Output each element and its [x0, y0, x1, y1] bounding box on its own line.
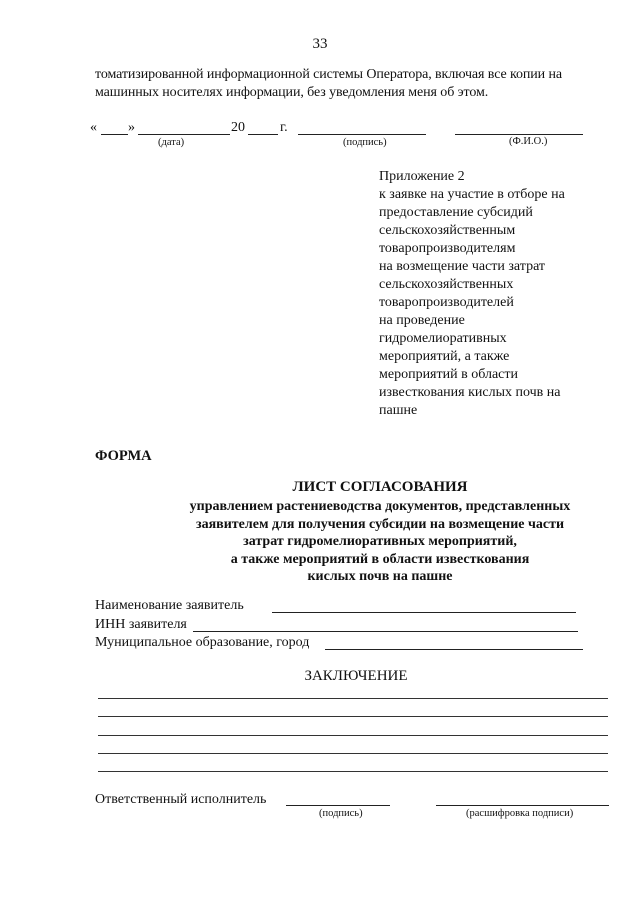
applicant-inn-blank [193, 631, 578, 632]
year-blank [248, 134, 278, 135]
document-title: ЛИСТ СОГЛАСОВАНИЯ [292, 479, 468, 495]
appendix-line: Приложение 2 [379, 169, 465, 184]
responsible-signature-blank [286, 805, 390, 806]
signature-blank [298, 134, 426, 135]
municipality-blank [325, 649, 583, 650]
conclusion-heading: ЗАКЛЮЧЕНИЕ [304, 668, 408, 684]
fio-blank [455, 134, 583, 135]
appendix-line: пашне [379, 403, 418, 418]
appendix-block [379, 168, 565, 420]
subtitle-line: управлением растениеводства документов, представленных [189, 499, 571, 514]
quote-close: » [128, 120, 135, 135]
year-suffix: г. [280, 120, 288, 135]
subtitle-line: затрат гидромелиоративных мероприятий, [243, 534, 517, 549]
conclusion-line [98, 753, 608, 754]
municipality-label: Муниципальное образование, город [95, 635, 310, 650]
applicant-name-blank [272, 612, 576, 613]
appendix-line: на проведение [379, 313, 465, 328]
conclusion-line [98, 698, 608, 699]
footer-decoding-caption: (расшифровка подписи) [466, 808, 574, 819]
day-blank [101, 134, 128, 135]
month-blank [138, 134, 230, 135]
intro-line-2: машинных носителях информации, без уведомления меня об этом. [95, 85, 489, 100]
appendix-line: гидромелиоративных [379, 331, 507, 346]
appendix-line: товаропроизводителям [379, 241, 516, 256]
appendix-line: сельскохозяйственных [379, 277, 514, 292]
appendix-line: к заявке на участие в отборе на [379, 187, 565, 202]
document-subtitle [60, 498, 640, 586]
quote-open: « [90, 120, 97, 135]
applicant-name-label: Наименование заявитель [95, 598, 244, 613]
conclusion-line [98, 735, 608, 736]
appendix-line: мероприятий в области [379, 367, 519, 382]
responsible-label: Ответственный исполнитель [95, 792, 267, 807]
subtitle-line: заявителем для получения субсидии на возмещение части [195, 516, 565, 532]
fio-caption: (Ф.И.О.) [509, 136, 548, 147]
footer-signature-caption: (подпись) [319, 808, 363, 819]
responsible-decoding-blank [436, 805, 609, 806]
year-prefix: 20 [231, 120, 245, 135]
appendix-line: сельскохозяйственным [379, 223, 516, 238]
intro-line-1: томатизированной информационной системы Оператора, включая все копии на [95, 67, 562, 82]
appendix-line: товаропроизводителей [379, 295, 514, 310]
conclusion-line [98, 716, 608, 717]
appendix-line: известкования кислых почв на [379, 385, 561, 400]
appendix-line: предоставление субсидий [379, 205, 533, 220]
form-label: ФОРМА [95, 448, 152, 464]
conclusion-line [98, 771, 608, 772]
signature-caption: (подпись) [343, 137, 387, 148]
subtitle-line: а также мероприятий в области известкования [230, 551, 530, 567]
subtitle-line: кислых почв на пашне [307, 569, 453, 584]
appendix-line: мероприятий, а также [379, 349, 510, 364]
appendix-line: на возмещение части затрат [379, 259, 546, 274]
applicant-inn-label: ИНН заявителя [95, 617, 187, 632]
date-caption: (дата) [158, 137, 185, 148]
page-number: 33 [312, 36, 328, 52]
